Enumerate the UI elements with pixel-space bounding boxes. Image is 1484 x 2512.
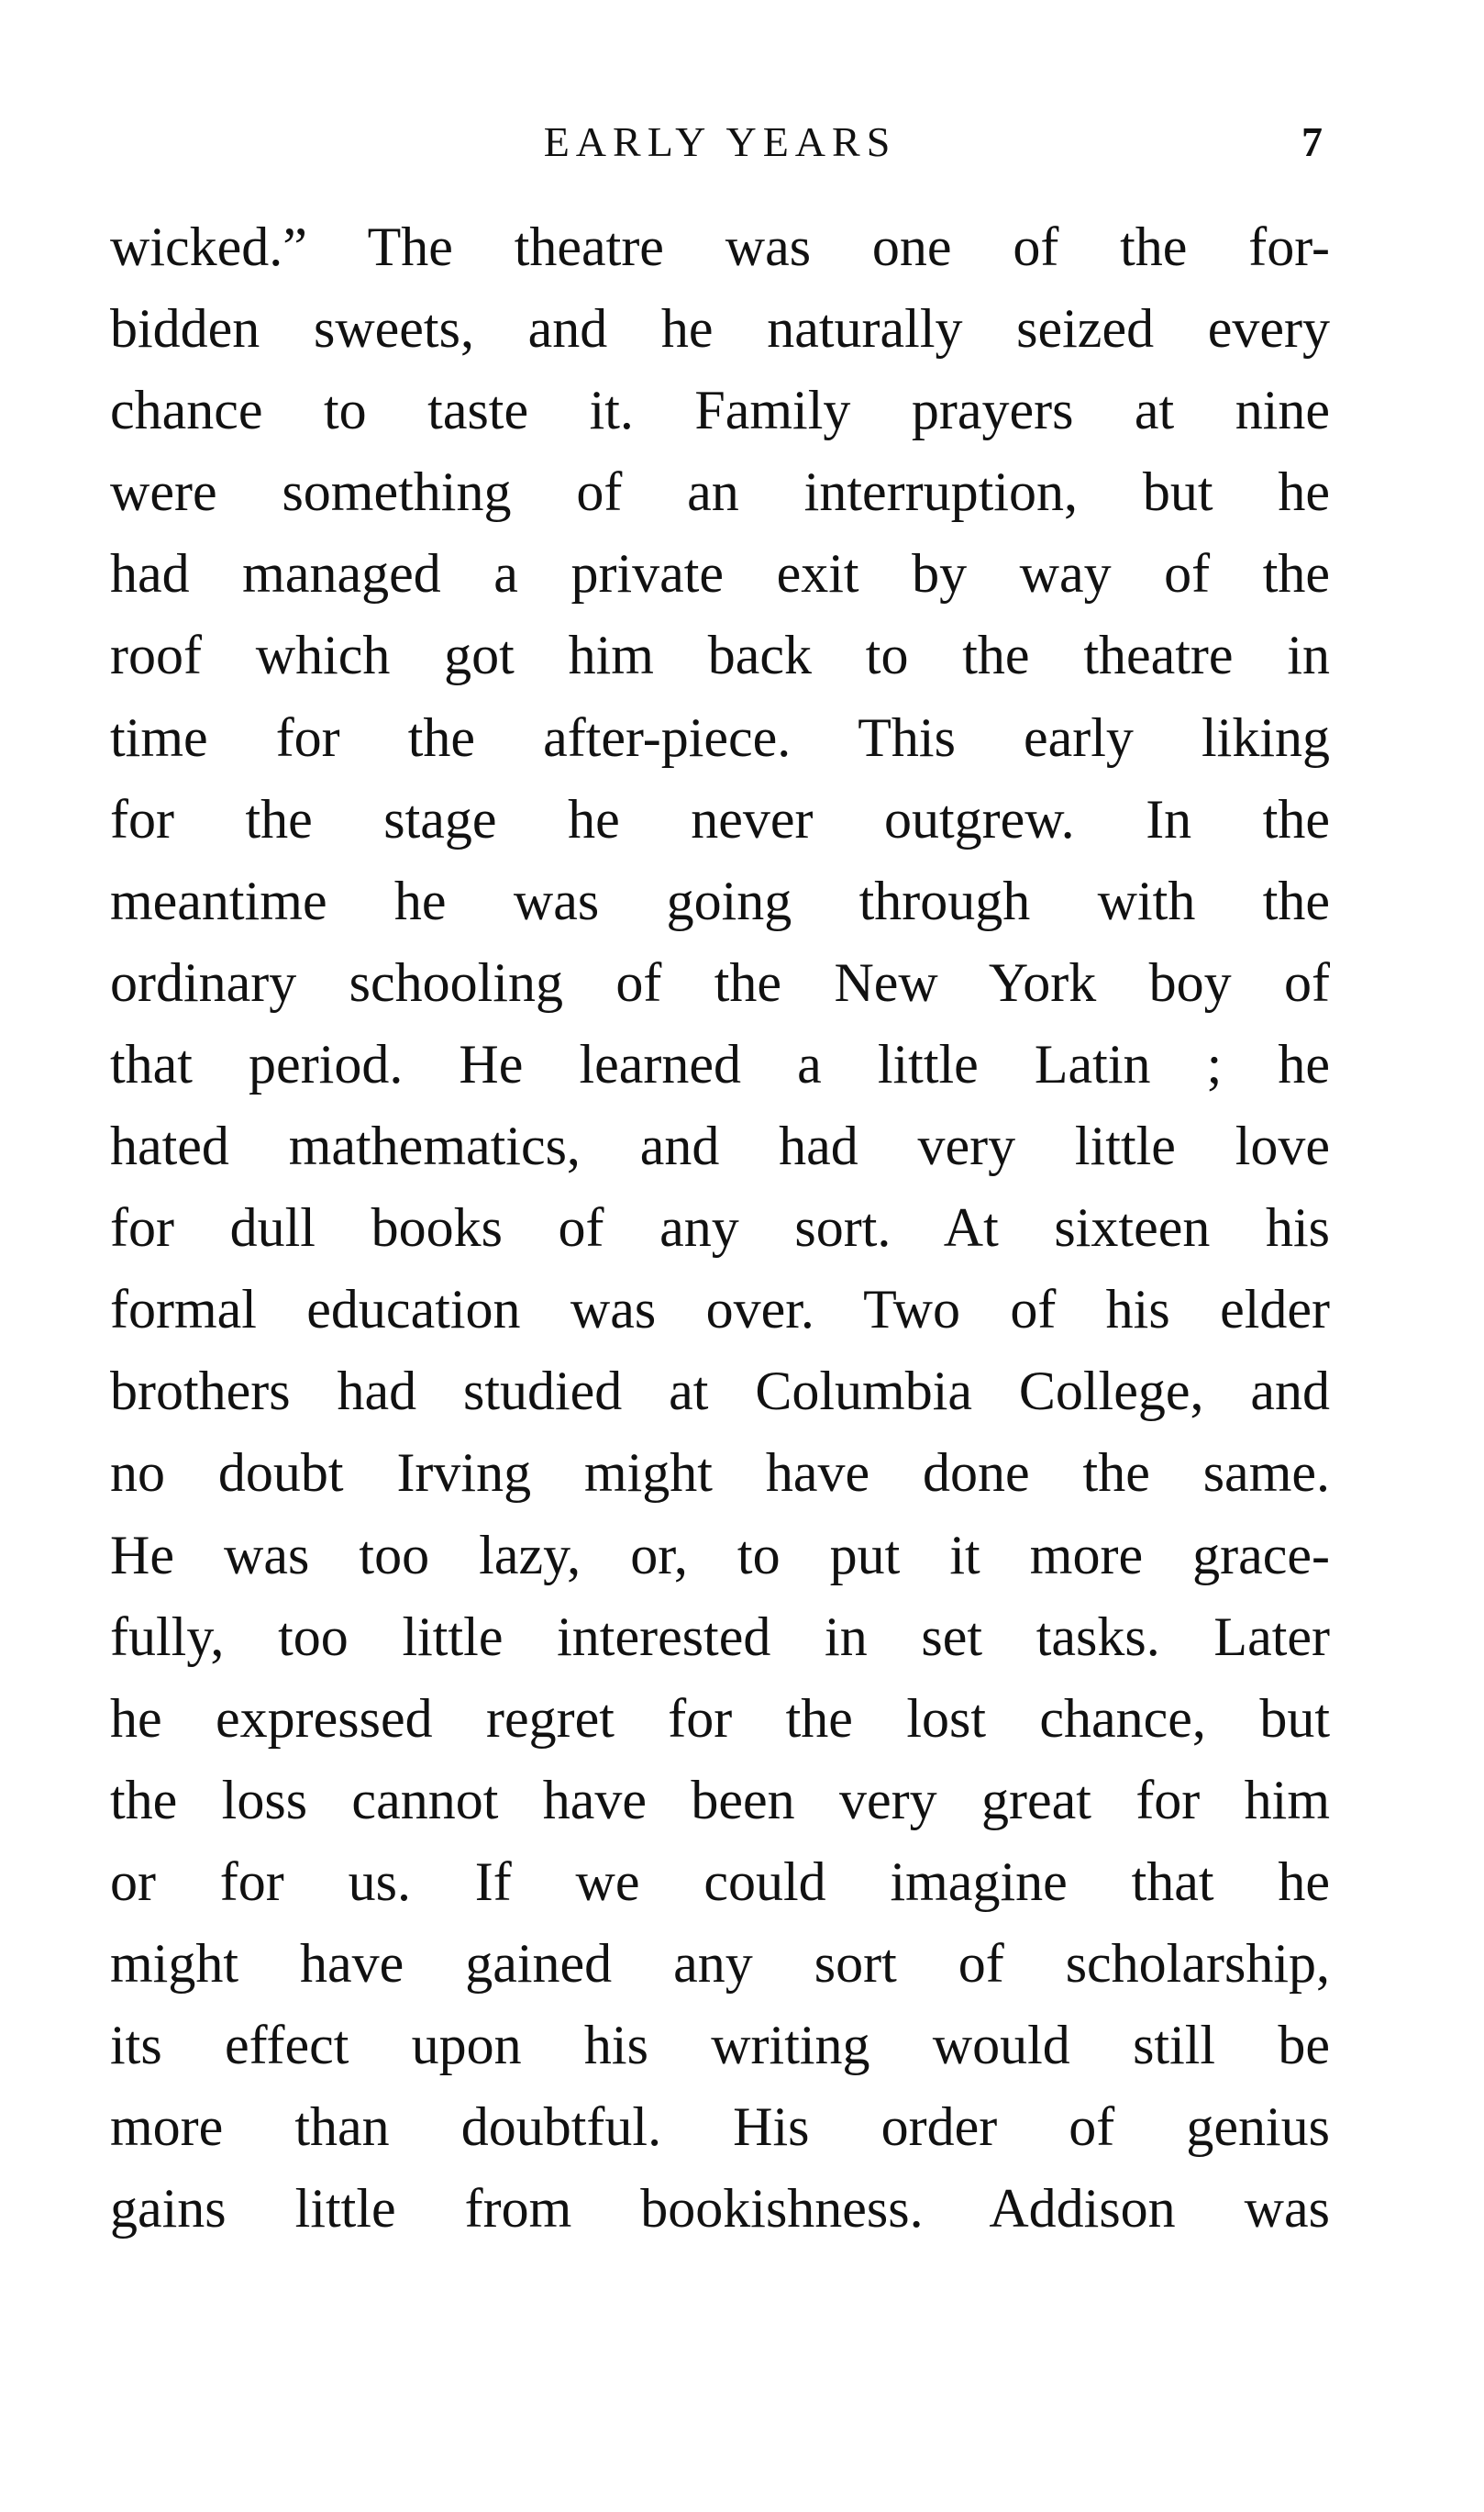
- text-line: brothers had studied at Columbia College, and: [110, 1361, 1330, 1422]
- text-line: no doubt Irving might have done the same.: [110, 1442, 1330, 1504]
- text-line: had managed a private exit by way of the: [110, 543, 1330, 605]
- text-line: gains little from bookishness. Addison was: [110, 2178, 1330, 2240]
- page-number: 7: [1301, 118, 1323, 165]
- text-line: were something of an interruption, but he: [110, 461, 1330, 523]
- text-line: more than doubtful. His order of genius: [110, 2096, 1330, 2158]
- text-line: wicked.” The theatre was one of the for-: [110, 217, 1330, 277]
- text-line: bidden sweets, and he naturally seized every: [110, 298, 1330, 360]
- text-line: meantime he was going through with the: [110, 870, 1330, 931]
- text-line: its effect upon his writing would still be: [110, 2015, 1330, 2076]
- text-line: He was too lazy, or, to put it more grace-: [110, 1524, 1330, 1585]
- text-line: for the stage he never outgrew. In the: [110, 788, 1330, 850]
- text-line: the loss cannot have been very great for him: [110, 1769, 1330, 1830]
- text-line: he expressed regret for the lost chance, but: [110, 1687, 1330, 1749]
- text-line: ordinary schooling of the New York boy of: [110, 951, 1330, 1013]
- text-line: chance to taste it. Family prayers at nine: [110, 380, 1330, 441]
- text-line: formal education was over. Two of his elder: [110, 1279, 1330, 1340]
- text-line: time for the after-piece. This early liking: [110, 706, 1330, 768]
- text-line: might have gained any sort of scholarship,: [110, 1932, 1330, 1994]
- text-line: for dull books of any sort. At sixteen his: [110, 1197, 1330, 1259]
- running-title: EARLY YEARS: [543, 118, 897, 165]
- running-head: [110, 110, 1330, 174]
- body-text: [110, 206, 1330, 2250]
- text-line: hated mathematics, and had very little love: [110, 1116, 1330, 1177]
- text-line: that period. He learned a little Latin ; he: [110, 1033, 1330, 1095]
- text-line: roof which got him back to the theatre in: [110, 625, 1330, 686]
- text-line: or for us. If we could imagine that he: [110, 1851, 1330, 1912]
- text-line: fully, too little interested in set tasks. Later: [110, 1606, 1330, 1667]
